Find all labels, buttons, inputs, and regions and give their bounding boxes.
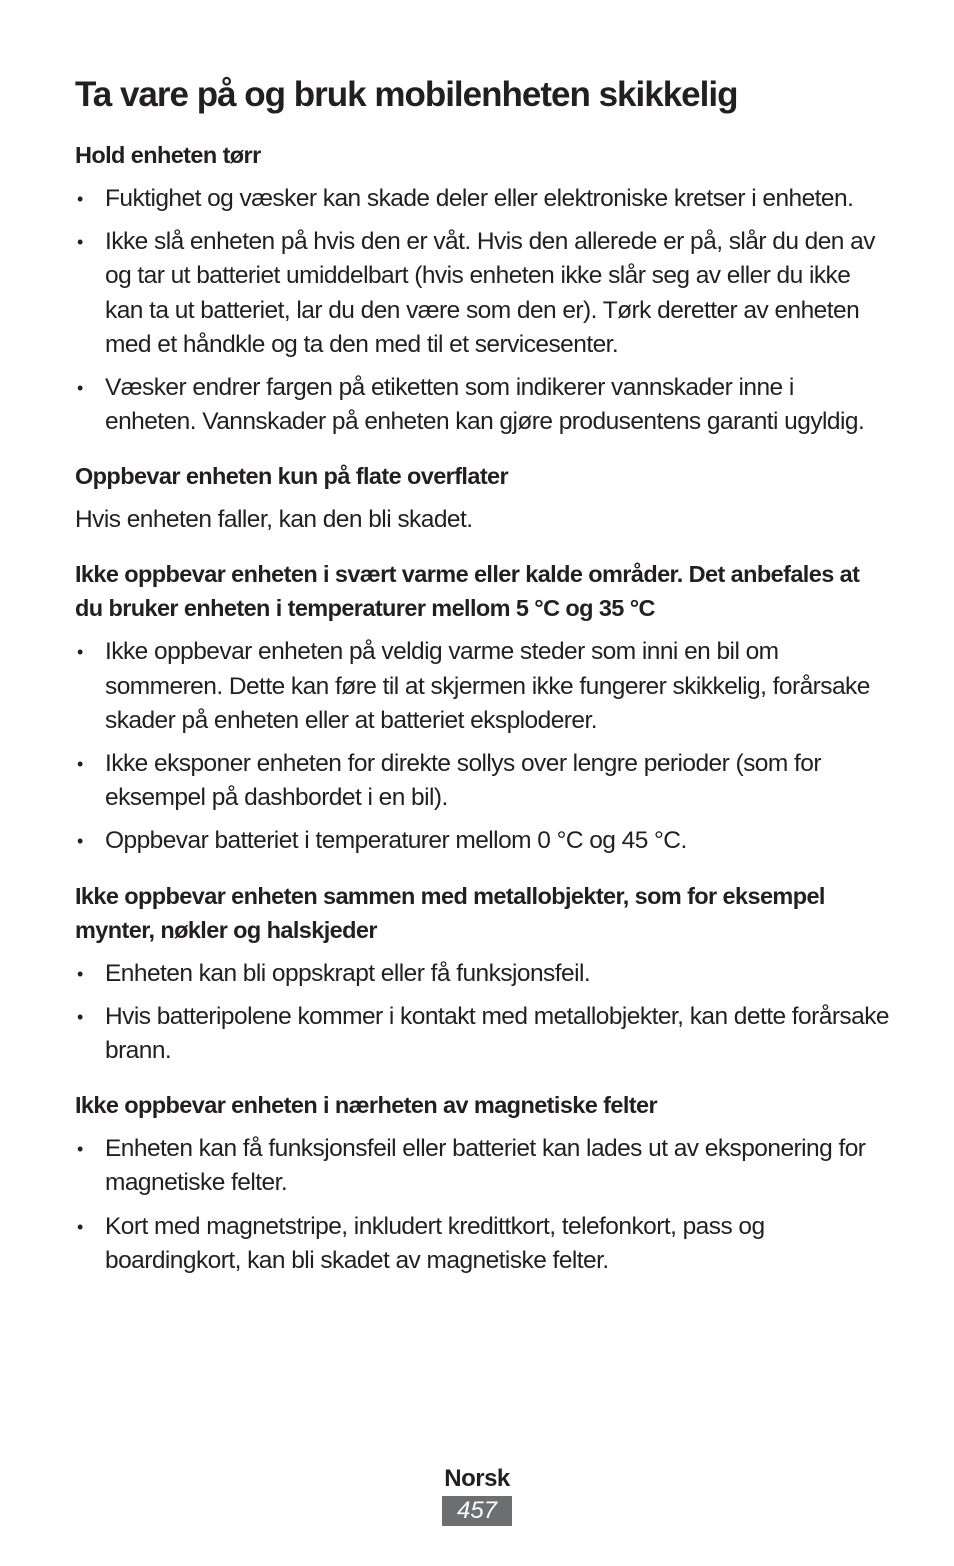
section-heading: Ikke oppbevar enheten sammen med metallobjekter, som for eksempel mynter, nøkler og halskjeder	[75, 882, 825, 943]
list-item: • Enheten kan bli oppskrapt eller få funksjonsfeil.	[75, 957, 890, 991]
list-item: • Hvis batteripolene kommer i kontakt med metallobjekter, kan dette forårsake brann.	[75, 1000, 890, 1068]
list-item: • Enheten kan få funksjonsfeil eller batteriet kan lades ut av eksponering for magnetiske felter.	[75, 1132, 890, 1200]
bullet-icon: •	[77, 754, 83, 775]
sections	[75, 138, 890, 1298]
section-metal-objects	[75, 879, 890, 1069]
list-item: • Ikke eksponer enheten for direkte sollys over lengre perioder (som for eksempel på dashbordet i en bil).	[75, 747, 890, 815]
section-temperature	[75, 557, 890, 858]
footer-language: Norsk	[444, 1465, 510, 1492]
bullet-icon: •	[77, 232, 83, 253]
section-heading: Ikke oppbevar enheten i nærheten av magnetiske felter	[75, 1092, 658, 1119]
section-flat-surfaces	[75, 459, 890, 537]
list-item: • Ikke oppbevar enheten på veldig varme steder som inni en bil om sommeren. Dette kan føre til at skjermen ikke fungerer skikkelig, forårsake skader på enheten eller at batteriet eksploderer.	[75, 635, 890, 738]
section-heading: Ikke oppbevar enheten i svært varme eller kalde områder. Det anbefales at du bruker enheten i temperaturer mellom 5 °C og 35 °C	[75, 561, 860, 622]
page-title: Ta vare på og bruk mobilenheten skikkelig	[75, 75, 738, 114]
section-heading: Hold enheten tørr	[75, 142, 261, 168]
bullet-icon: •	[77, 1139, 83, 1160]
bullet-list	[75, 182, 890, 439]
section-paragraph: Hvis enheten faller, kan den bli skadet.	[75, 506, 473, 534]
bullet-list	[75, 1132, 890, 1278]
page-footer	[0, 1462, 954, 1526]
list-item: • Kort med magnetstripe, inkludert kredittkort, telefonkort, pass og boardingkort, kan bli skadet av magnetiske felter.	[75, 1210, 890, 1278]
list-item: • Oppbevar batteriet i temperaturer mellom 0 °C og 45 °C.	[75, 824, 890, 858]
bullet-icon: •	[77, 831, 83, 852]
bullet-icon: •	[77, 963, 83, 984]
section-keep-dry	[75, 138, 890, 439]
bullet-icon: •	[77, 1006, 83, 1027]
bullet-icon: •	[77, 642, 83, 663]
bullet-list	[75, 635, 890, 858]
section-magnetic-fields	[75, 1088, 890, 1278]
page-number-badge: 457	[442, 1496, 512, 1526]
bullet-icon: •	[77, 189, 83, 209]
list-item: • Fuktighet og væsker kan skade deler eller elektroniske kretser i enheten.	[75, 182, 890, 216]
section-heading: Oppbevar enheten kun på flate overflater	[75, 463, 509, 490]
bullet-icon: •	[77, 378, 83, 399]
bullet-list	[75, 957, 890, 1069]
list-item: • Ikke slå enheten på hvis den er våt. Hvis den allerede er på, slår du den av og tar ut batteriet umiddelbart (hvis enheten ikke slår seg av eller du ikke kan ta ut batteriet, lar du den være som den er). Tørk deretter av enheten med et håndkle og ta den med til et servicesenter.	[75, 225, 890, 362]
bullet-icon: •	[77, 1216, 83, 1237]
list-item: • Væsker endrer fargen på etiketten som indikerer vannskader inne i enheten. Vannskader på enheten kan gjøre produsentens garanti ugyldig.	[75, 371, 890, 439]
